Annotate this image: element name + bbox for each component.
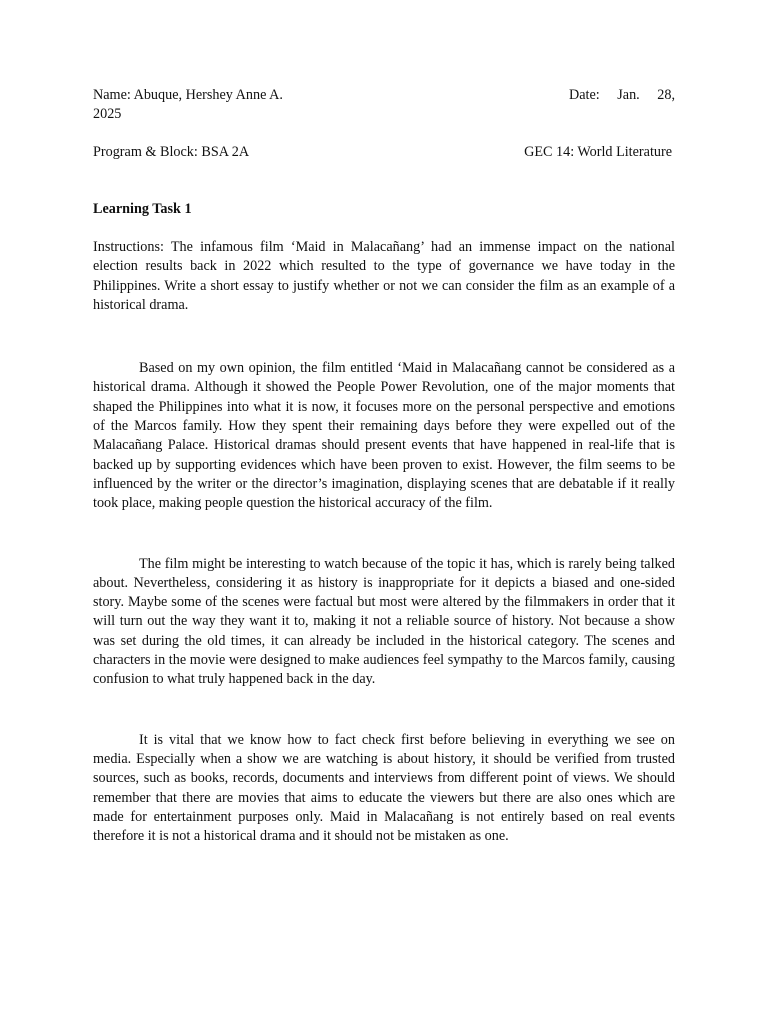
program-block <box>93 143 249 162</box>
program-course-row <box>93 143 675 162</box>
task-title: Learning Task 1 <box>93 201 192 217</box>
date-year: 2025 <box>93 106 122 122</box>
program-value: BSA 2A <box>201 144 250 160</box>
document-page <box>93 86 675 846</box>
date-day: 28, <box>657 87 675 103</box>
name-date-row <box>93 86 675 105</box>
essay-paragraph-1: Based on my own opinion, the film entitled ‘Maid in Malacañang cannot be considered as a historical drama. Although it showed the People Power Revolution, one of the major moments that shaped the Philippines into what it is now, it focuses more on the personal perspective and emotions of the Marcos family. How they spent their remaining days before they were expelled out of the Malacañang Palace. Historical dramas should present events that have happened in real-life that is backed up by supporting evidences which have been proven to exist. However, the film seems to be influenced by the writer or the director’s imagination, displaying scenes that are debatable if it really took place, making people question the historical accuracy of the film. <box>93 360 675 512</box>
date-month: Jan. <box>617 87 640 103</box>
name-label: Name: <box>93 87 131 103</box>
task-instructions: Instructions: The infamous film ‘Maid in Malacañang’ had an immense impact on the national election results back in 2022 which resulted to the type of governance we have today in the Philippines. Write a short essay to justify whether or not we can consider the film as an example of a historical drama. <box>93 239 675 313</box>
name-value: Abuque, Hershey Anne A. <box>133 87 283 103</box>
essay-paragraph-2: The film might be interesting to watch because of the topic it has, which is rarely being talked about. Nevertheless, considering it as history is inappropriate for it depicts a biased and one-sided story. Maybe some of the scenes were factual but most were altered by the filmmakers in order that it will turn out the way they want it to, making it not a reliable source of history. Not because a show was set during the old times, it can already be included in the historical category. The scenes and characters in the movie were designed to make audiences feel sympathy to the Marcos family, causing confusion to what truly happened back in the day. <box>93 555 675 688</box>
date-label: Date: <box>568 87 600 103</box>
course-title: GEC 14: World Literature <box>524 144 672 160</box>
program-label: Program & Block: <box>93 144 198 160</box>
student-name <box>93 86 283 105</box>
essay-paragraph-3: It is vital that we know how to fact check first before believing in everything we see on media. Especially when a show we are watching is about history, it should be verified from trusted sources, such as books, records, documents and interviews from different point of views. We should remember that there are movies that aims to educate the viewers but there are also ones which are made for entertainment purposes only. Maid in Malacañang is not entirely based on real events therefore it is not a historical drama and it should not be mistaken as one. <box>93 731 675 845</box>
date <box>569 86 675 105</box>
